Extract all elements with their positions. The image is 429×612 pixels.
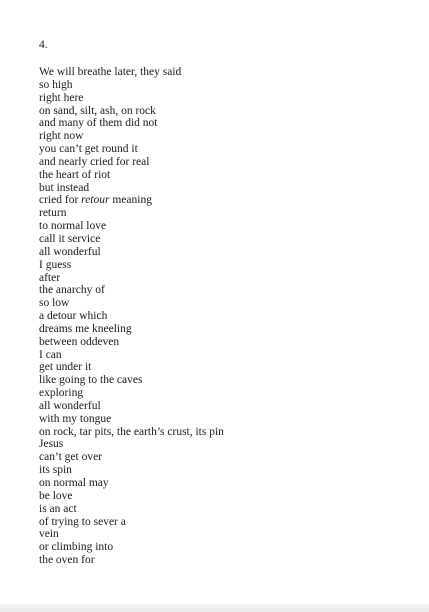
poem-line: but instead bbox=[39, 181, 90, 194]
poem-line: can’t get over bbox=[39, 451, 103, 464]
poem-line: and nearly cried for real bbox=[39, 155, 150, 168]
poem-line: vein bbox=[39, 528, 59, 541]
poem-line bbox=[39, 194, 224, 207]
poem-line: you can’t get round it bbox=[39, 143, 138, 156]
poem-line: its spin bbox=[39, 464, 72, 477]
poem-line: like going to the caves bbox=[39, 374, 143, 387]
poem-line: the oven for bbox=[39, 554, 95, 567]
poem-line: a detour which bbox=[39, 310, 108, 323]
poem-line: dreams me kneeling bbox=[39, 322, 132, 335]
poem-line: Jesus bbox=[39, 438, 64, 451]
poem-line: so high bbox=[39, 78, 73, 91]
poem-line: to normal love bbox=[39, 220, 107, 233]
poem-line: the heart of riot bbox=[39, 168, 111, 181]
poem-line: right here bbox=[39, 91, 84, 104]
poem-line: right now bbox=[39, 130, 84, 143]
poem-line: of trying to sever a bbox=[39, 515, 126, 528]
poem-line: on sand, silt, ash, on rock bbox=[39, 104, 156, 117]
poem-line: get under it bbox=[39, 361, 92, 374]
poem-line: the anarchy of bbox=[39, 284, 105, 297]
poem-line: or climbing into bbox=[39, 541, 114, 554]
poem-line: We will breathe later, they said bbox=[39, 66, 182, 78]
poem-line: I can bbox=[39, 348, 62, 361]
poem-line: after bbox=[39, 271, 61, 284]
poem-line: exploring bbox=[39, 387, 84, 400]
poem-line-italic-word: retour bbox=[81, 194, 110, 207]
poem-number: 4. bbox=[39, 39, 48, 51]
poem-line: all wonderful bbox=[39, 399, 101, 412]
poem-line: is an act bbox=[39, 502, 77, 515]
poem-line: between oddeven bbox=[39, 335, 120, 348]
poem-line: call it service bbox=[39, 232, 101, 245]
page-bottom-edge bbox=[0, 604, 429, 612]
poem-line-part: meaning bbox=[109, 194, 152, 207]
poem-line: so low bbox=[39, 297, 70, 310]
poem-line: I guess bbox=[39, 258, 72, 271]
poem-line: be love bbox=[39, 489, 73, 502]
poem-line: on rock, tar pits, the earth’s crust, its pin bbox=[39, 425, 224, 438]
poem-body bbox=[39, 66, 224, 567]
poem-line: and many of them did not bbox=[39, 117, 158, 130]
poem-line: on normal may bbox=[39, 477, 109, 489]
poem-line: return bbox=[39, 207, 67, 220]
poem-line-part: cried for bbox=[39, 194, 82, 207]
poem-line: with my tongue bbox=[39, 412, 112, 425]
poem-line: all wonderful bbox=[39, 245, 101, 258]
